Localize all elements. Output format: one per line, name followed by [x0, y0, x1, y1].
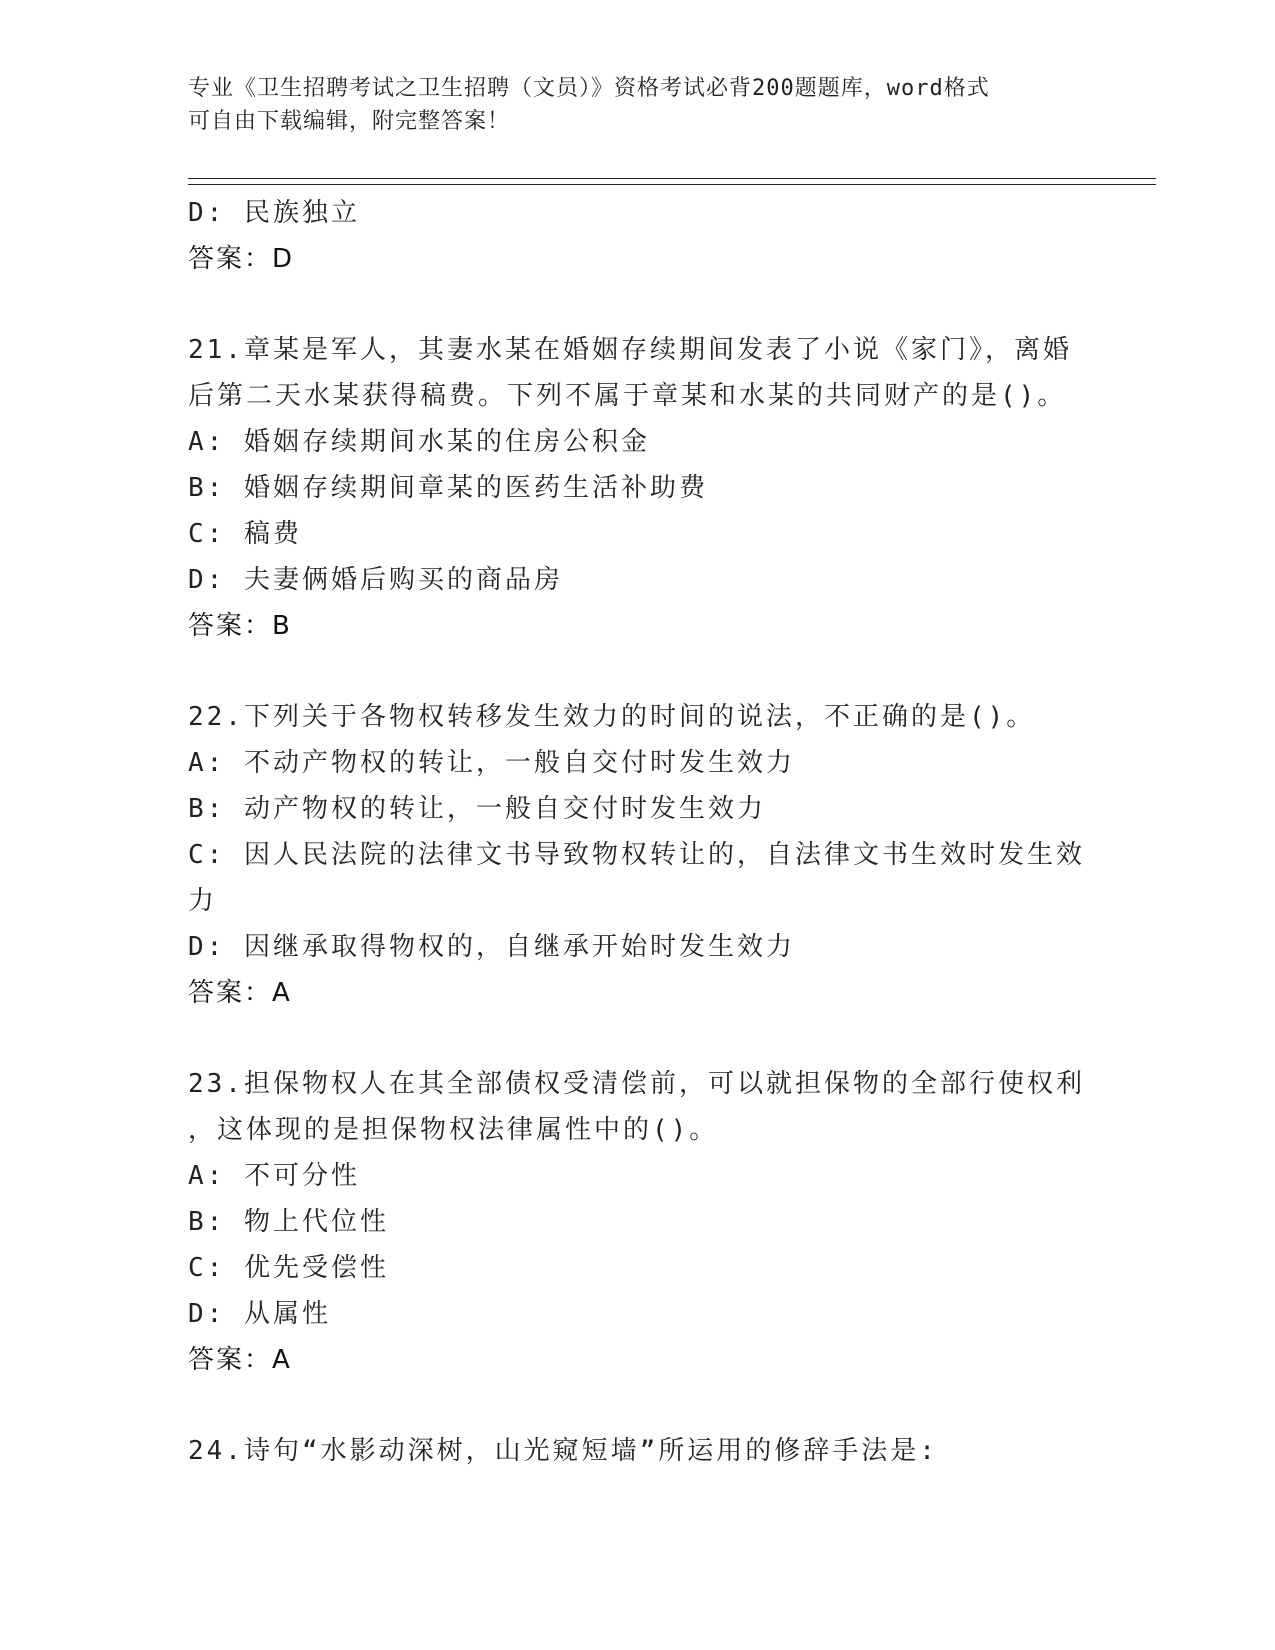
- header-title-line-2: 可自由下载编辑，附完整答案！: [188, 109, 511, 134]
- option-d: D: 因继承取得物权的，自继承开始时发生效力: [188, 932, 795, 962]
- option-c: C: 优先受偿性: [188, 1253, 389, 1283]
- spacer: [188, 649, 1088, 694]
- question-stem: 24.诗句“水影动深树，山光窥短墙”所运用的修辞手法是:: [188, 1436, 938, 1466]
- question-stem: 23.担保物权人在其全部债权受清偿前，可以就担保物的全部行使权利: [188, 1069, 1085, 1099]
- option-b: B: 动产物权的转让，一般自交付时发生效力: [188, 794, 766, 824]
- question-21: [188, 327, 1088, 649]
- spacer: [188, 1383, 1088, 1428]
- question-stem: ，这体现的是担保物权法律属性中的()。: [188, 1115, 719, 1145]
- question-24: [188, 1428, 1088, 1474]
- option-a: A: 婚姻存续期间水某的住房公积金: [188, 427, 650, 457]
- question-stem: 22.下列关于各物权转移发生效力的时间的说法，不正确的是()。: [188, 702, 1036, 732]
- option-d: D: 从属性: [188, 1299, 331, 1329]
- answer-line: 答案：B: [188, 611, 292, 641]
- header-title-line-1: 专业《卫生招聘考试之卫生招聘（文员）》资格考试必背200题题库，word格式: [188, 76, 990, 101]
- option-a: A: 不动产物权的转让，一般自交付时发生效力: [188, 748, 795, 778]
- question-23: [188, 1061, 1088, 1383]
- header-double-rule: [188, 178, 1156, 185]
- option-a: A: 不可分性: [188, 1161, 360, 1191]
- option-b: B: 婚姻存续期间章某的医药生活补助费: [188, 473, 708, 503]
- carryover-question: [188, 190, 1088, 282]
- answer-line: 答案：D: [188, 244, 295, 274]
- option-c: C: 因人民法院的法律文书导致物权转让的，自法律文书生效时发生效: [188, 840, 1085, 870]
- answer-line: 答案：A: [188, 978, 292, 1008]
- document-body: [188, 190, 1088, 1474]
- option-d: D: 夫妻俩婚后购买的商品房: [188, 565, 563, 595]
- option-b: B: 物上代位性: [188, 1207, 389, 1237]
- option-c: C: 稿费: [188, 519, 302, 549]
- spacer: [188, 1016, 1088, 1061]
- question-22: [188, 694, 1088, 1016]
- option-c-continued: 力: [188, 886, 218, 916]
- option-d: D: 民族独立: [188, 198, 360, 228]
- document-header: [188, 72, 1088, 138]
- question-stem: 21.章某是军人，其妻水某在婚姻存续期间发表了小说《家门》，离婚: [188, 335, 1072, 365]
- answer-line: 答案：A: [188, 1345, 292, 1375]
- question-stem: 后第二天水某获得稿费。下列不属于章某和水某的共同财产的是()。: [188, 381, 1067, 411]
- spacer: [188, 282, 1088, 327]
